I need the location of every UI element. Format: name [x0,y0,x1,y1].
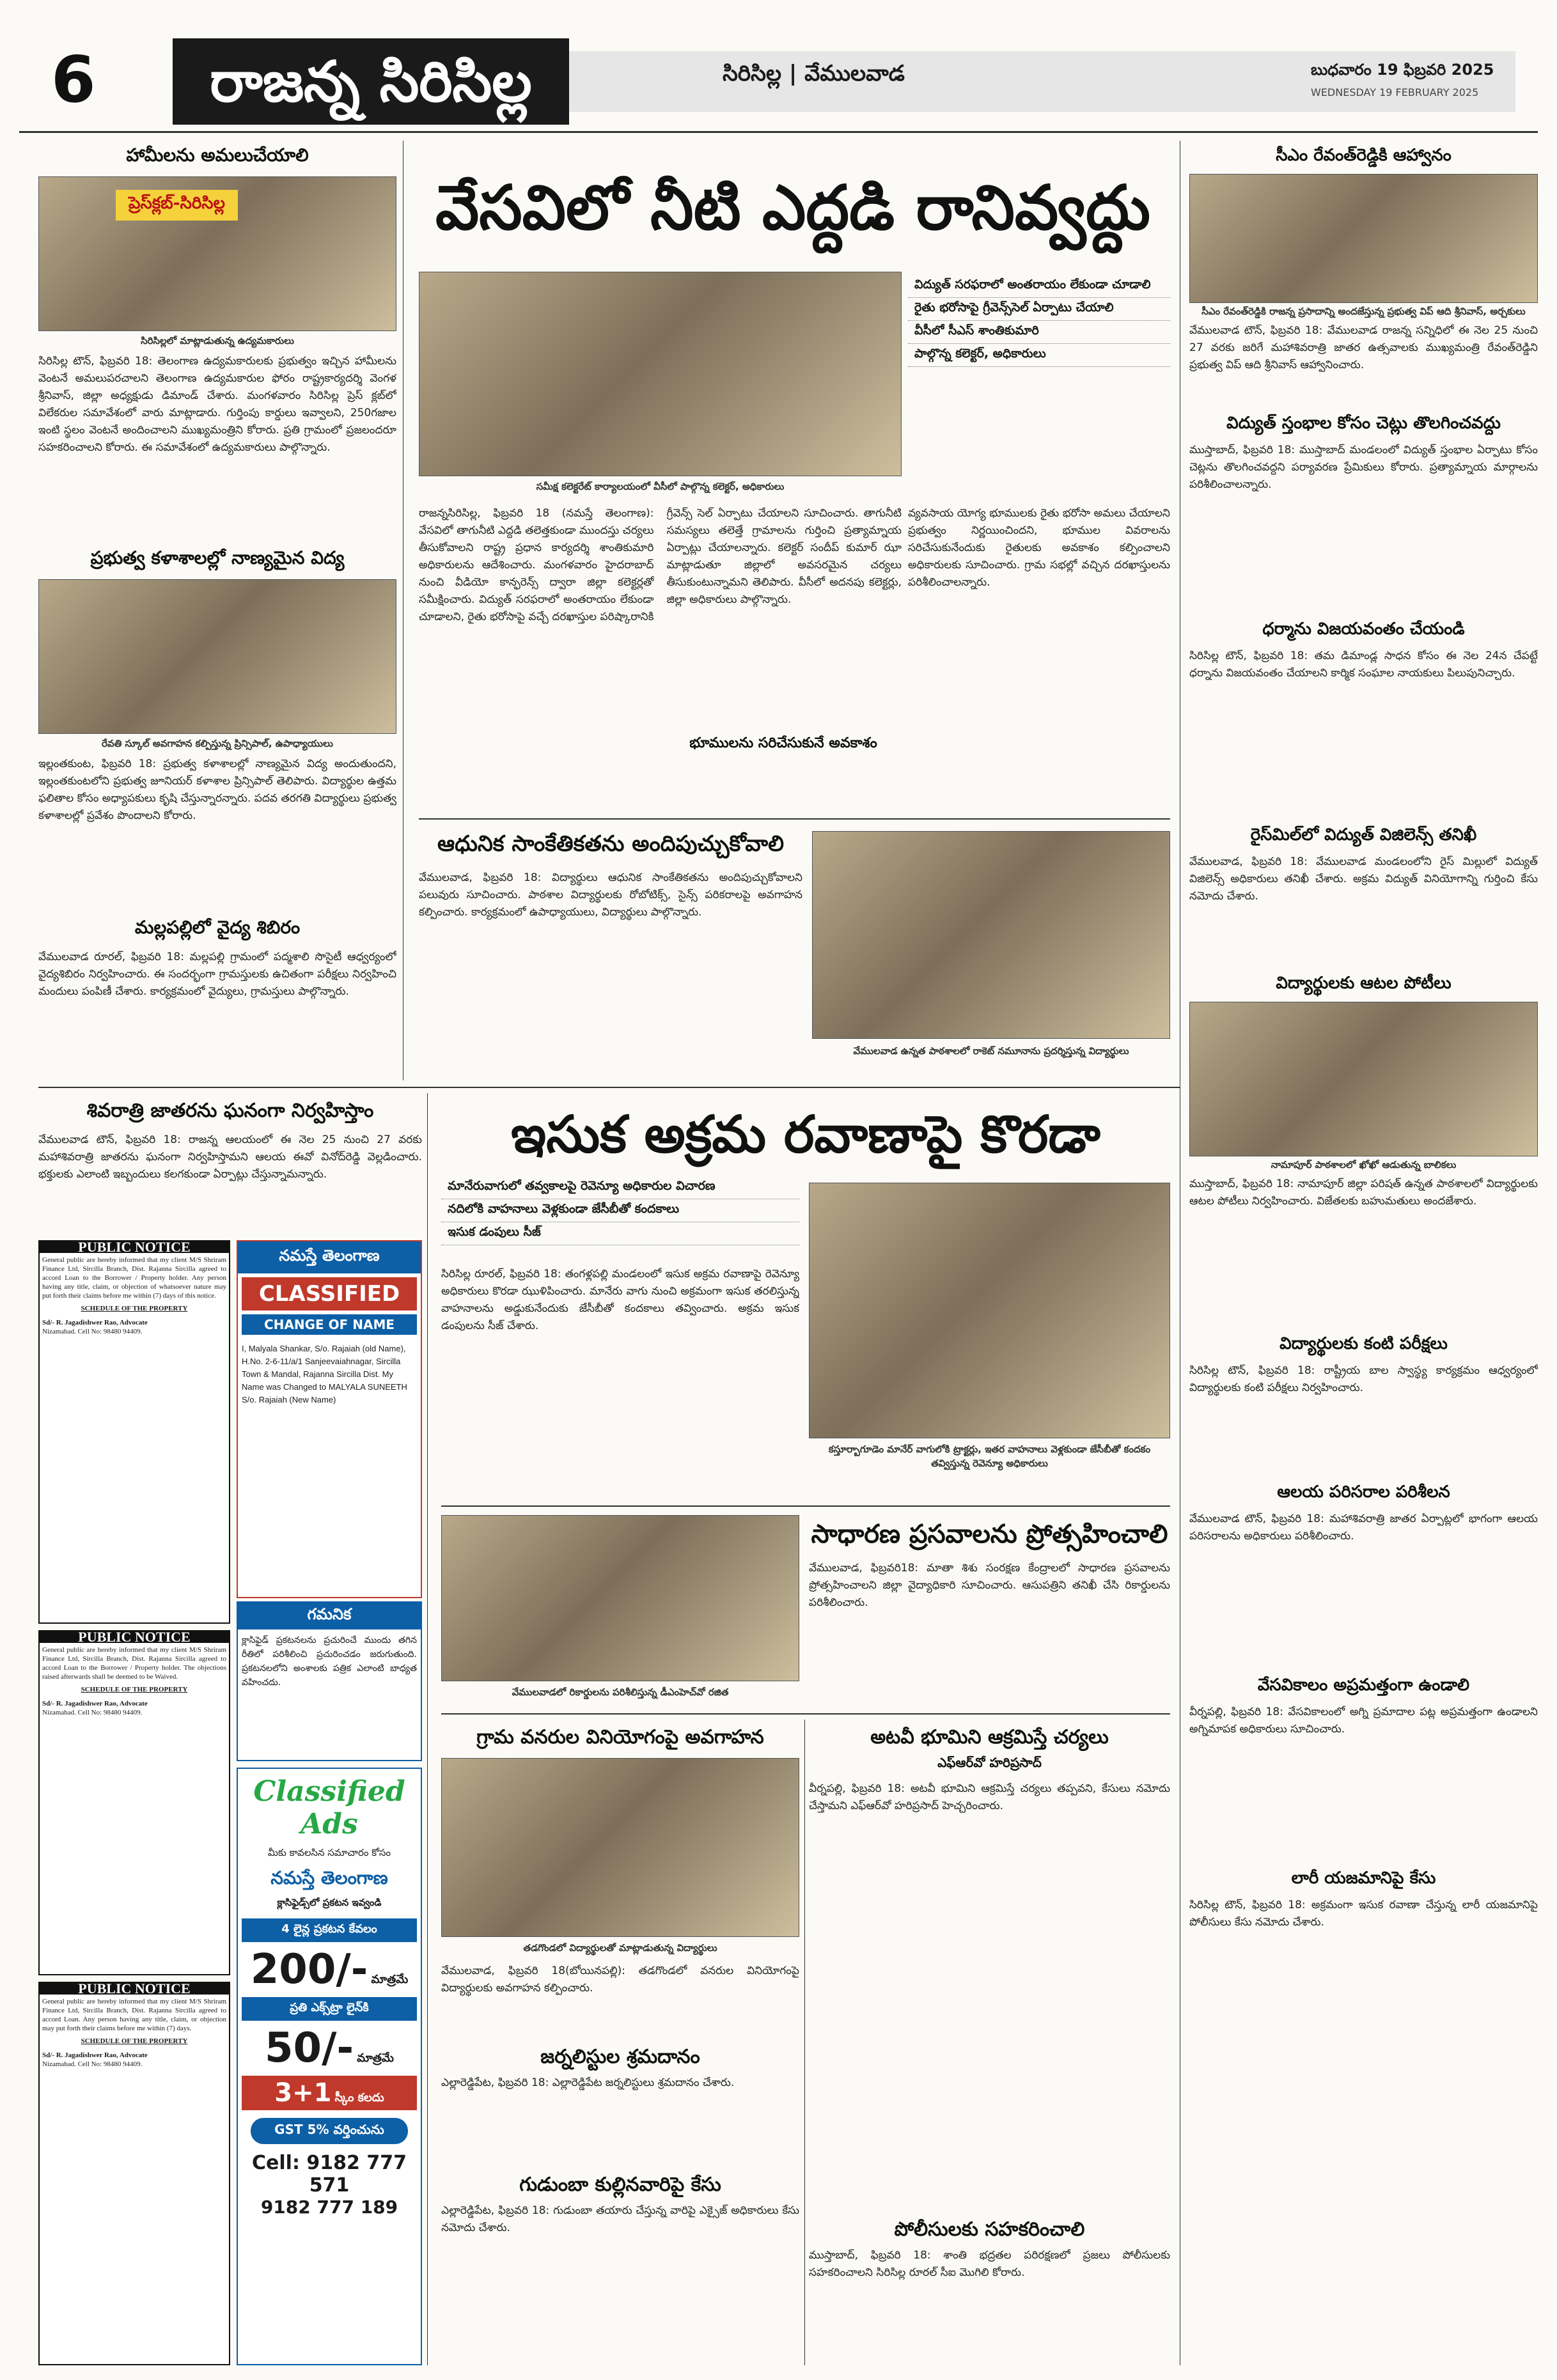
r1-caption: సీఎం రేవంత్‌రెడ్డికి రాజన్న ప్రసాదాన్ని అందజేస్తున్న ప్రభుత్వ విప్ ఆది శ్రీనివాస్, అర్చకులు [1201,306,1526,317]
s1-body: సిరిసిల్ల టౌన్, ఫిబ్రవరి 18: తెలంగాణ ఉద్యమకారులకు ప్రభుత్వం ఇచ్చిన హామీలను వెంటనే అమలుపరచాలని తెలంగాణ ఉద్యమకారుల ఫోరం రాష్ట్రకార్యదర్శి వెంగళ శ్రీనివాస్, జిల్లా అధ్యక్షుడు డిమాండ్ చేశారు. మంగళవారం సిరిసిల్ల ప్రెస్ క్లబ్‌లో విలేకరుల సమావేశంలో వారు మాట్లాడారు. గుర్తింపు కార్డులు ఇవ్వాలని, 250గజాల ఇంటి స్థలం వెంటనే అందించాలని ముఖ్యమంత్రిని కోరారు. ప్రతి గ్రామంలో ప్రజలందరూ సహకరించాలని కోరారు. ఈ సమావేశంలో ఉద్యమకారులు పాల్గొన్నారు. [38,355,396,454]
sand-bullet: ఇసుక డంపులు సీజ్ [441,1222,799,1245]
tech-photo [812,831,1170,1039]
birth-body: వేములవాడ, ఫిబ్రవరి18: మాతా శిశు సంరక్షణ కేంద్రాలలో సాధారణ ప్రసవాలను ప్రోత్సహించాలని జిల్లా వైద్యాధికారి సూచించారు. ఆసుపత్రిని తనిఖీ చేసి రికార్డులను పరిశీలించారు. [809,1562,1170,1609]
r5-photo [1189,1002,1538,1156]
main-bullet: రైతు భరోసాపై గ్రీవెన్స్‌సెల్ ఏర్పాటు చేయాలి [908,298,1170,321]
r3-headline: ధర్మాను విజయవంతం చేయండి [1262,619,1465,639]
r4-body: వేములవాడ, ఫిబ్రవరి 18: వేములవాడ మండలంలోని రైస్ మిల్లులో విద్యుత్ విజిలెన్స్ అధికారులు తనిఖీ చేశారు. అక్రమ విద్యుత్ వినియోగాన్ని గుర్తించి కేసు నమోదు చేశారు. [1189,855,1538,903]
notice-address: Nizamabad. Cell No: 98480 94409. [42,2060,143,2068]
masthead-title: రాజన్న సిరిసిల్ల [210,49,532,114]
notice-schedule-title: SCHEDULE OF THE PROPERTY [81,1686,188,1693]
masthead-date-en: WEDNESDAY 19 FEBRUARY 2025 [1311,86,1479,98]
notice-text: General public are hereby informed that my client M/S Shriram Finance Ltd, Sircilla Branch, Dist. Rajanna Sircilla agreed to accord Loan to the Borrower / Property holder. Any person having any title, claim, or objection of whatsoever nature may put forth their claims before me within (7) days of this notice. [42,1256,226,1300]
notice-text: General public are hereby informed that my client M/S Shriram Finance Ltd, Sircilla Branch, Dist. Rajanna Sircilla agreed to accord Loan. Any person having any title, claim, or objection may put forth their claims before me within (7) days. [42,1998,226,2032]
journo-body: ఎల్లారెడ్డిపేట, ఫిబ్రవరి 18: ఎల్లారెడ్డిపేట జర్నలిస్టులు శ్రమదానం చేశారు. [441,2076,735,2089]
shiva-headline: శివరాత్రి జాతరను ఘనంగా నిర్వహిస్తాం [86,1100,374,1122]
police-body: ముస్తాబాద్, ఫిబ్రవరి 18: శాంతి భద్రతల పరిరక్షణలో ప్రజలు పోలీసులకు సహకరించాలని సిరిసిల్ల రూరల్ సీఐ మొగిలి కోరారు. [809,2249,1170,2279]
main-bullets [908,275,1170,479]
tech-body: వేములవాడ, ఫిబ్రవరి 18: విద్యార్థులు ఆధునిక సాంకేతికతను అందిపుచ్చుకోవాలని పలువురు సూచించారు. పాఠశాల విద్యార్థులకు రోబోటిక్స్, సైన్స్ పరికరాలపై అవగాహన కల్పించారు. కార్యక్రమంలో ఉపాధ్యాయులు, విద్యార్థులు పాల్గొన్నారు. [419,871,802,919]
ganika-body: క్లాసిఫైడ్ ప్రకటనలను ప్రచురించే ముందు తగిన రీతిలో పరిశీలించి ప్రచురించడం జరుగుతుంది. ప్రకటనలలోని అంశాలకు పత్రిక ఎలాంటి బాధ్యత వహించదు. [242,1635,417,1688]
police-headline: పోలీసులకు సహకరించాలి [894,2218,1085,2241]
s1-banner: ప్రెస్‌క్లబ్‌-సిరిసిల్ల [116,190,238,221]
r5-body: ముస్తాబాద్, ఫిబ్రవరి 18: నామాపూర్ జిల్లా పరిషత్ ఉన్నత పాఠశాలలో విద్యార్థులకు ఆటల పోటీలు నిర్వహించారు. విజేతలకు బహుమతులు అందజేశారు. [1189,1178,1538,1208]
journo-headline: జర్నలిస్టుల శ్రమదానం [540,2046,700,2068]
s2-caption: రేవతి స్కూల్ అవగాహన కల్పిస్తున్న ప్రిన్సిపాల్, ఉపాధ్యాయులు [102,738,333,749]
cell-2: 9182 777 189 [260,2197,398,2218]
sand-bullets [441,1176,799,1245]
main-photo-caption: సమీక్ష కలెక్టరేట్ కార్యాలయంలో వీసీలో పాల్గొన్న కలెక్టర్, అధికారులు [536,481,785,492]
name-change-head: CHANGE OF NAME [242,1314,417,1335]
cads-sub: క్లాసిఫైడ్స్‌లో ప్రకటన ఇవ్వండి [277,1897,382,1908]
gst-note: GST 5% వర్తించును [251,2118,408,2144]
price2-row [238,2025,421,2072]
r4-headline: రైస్‌మిల్‌లో విద్యుత్ విజిలెన్స్ తనిఖీ [1250,825,1477,844]
shiva-body: వేములవాడ టౌన్, ఫిబ్రవరి 18: రాజన్న ఆలయంలో ఈ నెల 25 నుంచి 27 వరకు మహాశివరాత్రి జాతరను ఘనంగా నిర్వహిస్తామని ఆలయ ఈవో వినోద్‌రెడ్డి వెల్లడించారు. భక్తులకు ఎలాంటి ఇబ్బందులు కలగకుండా ఏర్పాట్లు చేస్తున్నామన్నారు. [38,1133,422,1181]
r1-photo [1189,174,1538,303]
birth-headline: సాధారణ ప్రసవాలను ప్రోత్సహించాలి [811,1520,1168,1549]
right-column [1189,141,1538,2365]
price2-suffix: మాత్రమే [357,2051,394,2065]
name-change-body: I, Malyala Shankar, S/o. Rajaiah (old Name), H.No. 2-6-11/a/1 Sanjeevaiahnagar, Sircilla Town & Mandal, Rajanna Sircilla Dist. My Name was Changed to MALYALA SUNEETH S/o. Rajaiah (New Name) [242,1344,407,1404]
r5-headline: విద్యార్థులకు ఆటల పోటీలు [1276,974,1451,993]
main-bullet: విద్యుత్ సరఫరాలో అంతరాయం లేకుండా చూడాలి [908,275,1170,298]
sand-bullet: మానేరువాగులో తవ్వకాలపై రెవెన్యూ అధికారుల విచారణ [441,1176,799,1199]
price1-label: 4 లైన్ల ప్రకటన కేవలం [281,1922,377,1936]
birth-rule [441,1505,1170,1507]
classified-brand: నమస్తే తెలంగాణ [238,1241,421,1273]
r2-body: ముస్తాబాద్, ఫిబ్రవరి 18: ముస్తాబాద్ మండలంలో విద్యుత్ స్తంభాల ఏర్పాటు కోసం చెట్లను తొలగించవద్దని పర్యావరణ ప్రేమికులు కోరారు. ప్రత్యామ్నాయ మార్గాలను పరిశీలించాలన్నారు. [1189,444,1538,491]
col-divider-4 [804,1720,805,2365]
r6-body: సిరిసిల్ల టౌన్, ఫిబ్రవరి 18: రాష్ట్రీయ బాల స్వాస్థ్య కార్యక్రమం ఆధ్వర్యంలో విద్యార్థులకు కంటి పరీక్షలు నిర్వహించారు. [1189,1364,1538,1394]
notice-address: Nizamabad. Cell No: 98480 94409. [42,1328,143,1335]
tech-headline: ఆధునిక సాంకేతికతను అందిపుచ్చుకోవాలి [437,831,785,857]
notice-title: PUBLIC NOTICE [40,1241,229,1253]
page-number: 6 [51,42,96,117]
main-bullet: పాల్గొన్న కలెక్టర్, అధికారులు [908,344,1170,367]
r9-headline: లారీ యజమానిపై కేసు [1291,1869,1436,1888]
cads-line1: Classified [253,1775,405,1808]
sand-caption: కస్తూర్బాగూడెం మానేర్ వాగులోకి ట్రాక్టర్లు, ఇతర వాహనాలు వెళ్లకుండా జేసీబీతో కందకం తవ్విస్తున్న రెవెన్యూ అధికారులు [828,1443,1151,1469]
land-body: వీర్నపల్లి, ఫిబ్రవరి 18: అటవీ భూమిని ఆక్రమిస్తే చర్యలు తప్పవని, కేసులు నమోదు చేస్తామని ఎఫ్‌ఆర్‌వో హరిప్రసాద్ హెచ్చరించారు. [809,1782,1170,1812]
col-divider-3 [427,1093,428,2365]
ganika-box [237,1601,422,1761]
s1-caption: సిరిసిల్లలో మాట్లాడుతున్న ఉద్యమకారులు [141,335,294,346]
r7-headline: ఆలయ పరిసరాల పరిశీలన [1277,1482,1450,1502]
r8-body: వీర్నపల్లి, ఫిబ్రవరి 18: వేసవికాలంలో అగ్ని ప్రమాదాల పట్ల అప్రమత్తంగా ఉండాలని అగ్నిమాపక అధికారులు సూచించారు. [1189,1706,1538,1736]
s3-headline: మల్లపల్లిలో వైద్య శిబిరం [134,917,301,938]
birth-caption: వేములవాడలో రికార్డులను పరిశీలిస్తున్న డీఎంహెచ్‌వో రజిత [512,1686,729,1698]
r9-body: సిరిసిల్ల టౌన్, ఫిబ్రవరి 18: అక్రమంగా ఇసుక రవాణా చేస్తున్న లారీ యజమానిపై పోలీసులు కేసు నమోదు చేశారు. [1189,1899,1538,1929]
notice-signature: Sd/- R. Jagadishwer Rao, Advocate [42,1319,148,1326]
r1-body: వేములవాడ టౌన్, ఫిబ్రవరి 18: వేములవాడ రాజన్న సన్నిధిలో ఈ నెల 25 నుంచి 27 వరకు జరిగే మహాశివరాత్రి జాతర ఉత్సవాలకు ముఖ్యమంత్రి రేవంత్‌రెడ్డిని ప్రభుత్వ విప్ ఆది శ్రీనివాస్ ఆహ్వానించారు. [1189,324,1538,371]
r6-headline: విద్యార్థులకు కంటి పరీక్షలు [1279,1334,1448,1353]
s3-body: వేములవాడ రూరల్, ఫిబ్రవరి 18: మల్లపల్లి గ్రామంలో పద్మశాలి సొసైటీ ఆధ్వర్యంలో వైద్యశిబిరం నిర్వహించారు. ఈ సందర్భంగా గ్రామస్తులకు ఉచితంగా పరీక్షలు నిర్వహించి మందులు పంపిణీ చేశారు. కార్యక్రమంలో వైద్యులు, గ్రామస్తులు పాల్గొన్నారు. [38,951,396,998]
main-body-2: వ్యవసాయ యోగ్య భూములకు రైతు భరోసా అమలు చేయాలని ప్రభుత్వం నిర్ణయించిందని, భూముల వివరాలను సరిచేసుకునేందుకు రైతులకు అవకాశం కల్పించాలని అధికారులకు సూచించారు. గ్రామ సభల్లో వచ్చిన దరఖాస్తులను పరిశీలించాలన్నారు. [908,507,1170,589]
cads-brand: నమస్తే తెలంగాణ [270,1867,388,1888]
ganika-head: గమనిక [238,1603,421,1629]
left-column [38,141,396,1080]
main-bullet: వీసీలో సీఎస్ శాంతికుమారి [908,321,1170,344]
classified-label: CLASSIFIED [242,1277,417,1311]
main-subhead: భూములను సరిచేసుకునే అవకాశం [665,735,902,754]
notice-schedule-title: SCHEDULE OF THE PROPERTY [81,1305,188,1312]
public-notice-3 [38,1982,230,2365]
public-notice-2 [38,1630,230,1975]
classified-promo [237,1768,422,2365]
birth-photo [441,1515,799,1681]
price2-box [242,1997,417,2021]
s1-headline: హామీలను అమలుచేయాలి [126,144,309,166]
forest-headline: గ్రామ వనరుల వినియోగంపై అవగాహన [476,1726,764,1748]
sand-bullet: నదిలోకి వాహనాలు వెళ్లకుండా జేసీబీతో కందకాలు [441,1199,799,1222]
lower-rule [38,1087,1180,1088]
main-body-1: రాజన్నసిరిసిల్ల, ఫిబ్రవరి 18 (నమస్తే తెలంగాణ): వేసవిలో తాగునీటి ఎద్దడి తలెత్తకుండా ముందస్తు చర్యలు తీసుకోవాలని రాష్ట్ర ప్రధాన కార్యదర్శి శాంతికుమారి అధికారులను ఆదేశించారు. మంగళవారం హైదరాబాద్ నుంచి వీడియో కాన్ఫరెన్స్ ద్వారా జిల్లా కలెక్టర్లతో సమీక్షించారు. విద్యుత్ సరఫరాలో అంతరాయం లేకుండా చూడాలని, రైతు భరోసాపై వచ్చే దరఖాస్తుల పరిష్కారానికి గ్రీవెన్స్ సెల్ ఏర్పాటు చేయాలని సూచించారు. తాగునీటి సమస్యలు తలెత్తే గ్రామాలను గుర్తించి ప్రత్యామ్నాయ ఏర్పాట్లు చేయాలన్నారు. కలెక్టర్ సందీప్ కుమార్ ఝా మాట్లాడుతూ జిల్లాలో అవసరమైన చర్యలు తీసుకుంటున్నామని తెలిపారు. వీసీలో అదనపు కలెక్టర్లు, జిల్లా అధికారులు పాల్గొన్నారు. [419,507,902,623]
r5-caption: నామాపూర్ పాఠశాలలో ఖోఖో ఆడుతున్న బాలికలు [1271,1159,1457,1171]
offer-suffix: స్కీం కలదు [334,2091,384,2104]
tech-caption: వేములవాడ ఉన్నత పాఠశాలలో రాకెట్ నమూనాను ప్రదర్శిస్తున్న విద్యార్థులు [853,1045,1129,1057]
forest-rule [441,1713,1170,1715]
notice-text: General public are hereby informed that my client M/S Shriram Finance Ltd, Sircilla Branch, Dist. Rajanna Sircilla agreed to accord Loan to the Borrower / Property holder. The objections raised afterwards shall be deemed to be Waived. [42,1646,226,1681]
r1-headline: సీఎం రేవంత్‌రెడ్డికి ఆహ్వానం [1276,146,1451,165]
classified-ad [237,1240,422,1598]
public-notice-1 [38,1240,230,1624]
offer-row [242,2076,417,2110]
r7-body: వేములవాడ టౌన్, ఫిబ్రవరి 18: మహాశివరాత్రి జాతర ఏర్పాట్లలో భాగంగా ఆలయ పరిసరాలను అధికారులు పరిశీలించారు. [1189,1513,1538,1543]
notice-signature: Sd/- R. Jagadishwer Rao, Advocate [42,2051,148,2059]
sand-headline: ఇసుక అక్రమ రవాణాపై కొరడా [511,1105,1100,1164]
price2-label: ప్రతి ఎక్స్‌ట్రా లైన్‌కి [290,2001,369,2014]
sand-photo [809,1183,1170,1438]
r3-body: సిరిసిల్ల టౌన్, ఫిబ్రవరి 18: తమ డిమాండ్ల సాధన కోసం ఈ నెల 24న చేపట్టే ధర్నాను విజయవంతం చేయాలని కార్మిక సంఘాల నాయకులు పిలుపునిచ్చారు. [1189,649,1538,680]
price1-box [242,1918,417,1942]
notice-title: PUBLIC NOTICE [40,1983,229,1995]
s1-photo [38,176,396,331]
notice-schedule-title: SCHEDULE OF THE PROPERTY [81,2037,188,2045]
price1-row [238,1946,421,1993]
price2-amount: 50/- [265,2025,354,2072]
forest-caption: తడగొండలో విద్యార్థులతో మాట్లాడుతున్న విద్యార్థులు [523,1942,717,1954]
notice-title: PUBLIC NOTICE [40,1631,229,1643]
cell-1: Cell: 9182 777 571 [252,2152,407,2197]
land-subhead: ఎఫ్‌ఆర్‌వో హరిప్రసాద్ [937,1755,1042,1770]
s2-photo [38,579,396,734]
cads-line2: Ads [301,1808,358,1840]
masthead-rule [19,131,1538,133]
s2-headline: ప్రభుత్వ కళాశాలల్లో నాణ్యమైన విద్య [90,547,345,568]
masthead-date-te: బుధవారం 19 ఫిబ్రవరి 2025 [1311,61,1494,79]
notice-signature: Sd/- R. Jagadishwer Rao, Advocate [42,1700,148,1707]
masthead-title-box [173,38,569,125]
masthead [0,0,1557,128]
main-photo [419,272,902,476]
offer-amount: 3+1 [274,2078,332,2108]
forest-photo [441,1758,799,1937]
gudumba-body: ఎల్లారెడ్డిపేట, ఫిబ్రవరి 18: గుడుంబా తయారు చేస్తున్న వారిపై ఎక్సైజ్ అధికారులు కేసు నమోదు చేశారు. [441,2204,799,2234]
tech-rule [419,818,1170,820]
r8-headline: వేసవికాలం అప్రమత్తంగా ఉండాలి [1257,1676,1470,1695]
r2-headline: విద్యుత్ స్తంభాల కోసం చెట్లు తొలగించవద్దు [1226,414,1501,433]
notice-address: Nizamabad. Cell No: 98480 94409. [42,1709,143,1716]
price1-amount: 200/- [250,1946,368,1993]
main-headline: వేసవిలో నీటి ఎద్దడి రానివ్వద్దు [435,172,1151,244]
s2-body: ఇల్లంతకుంట, ఫిబ్రవరి 18: ప్రభుత్వ కళాశాలల్లో నాణ్యమైన విద్య అందుతుందని, ఇల్లంతకుంటలోని ప్రభుత్వ జూనియర్ కళాశాల ప్రిన్సిపాల్ తెలిపారు. విద్యార్థుల ఉత్తమ ఫలితాల కోసం అధ్యాపకులు కృషి చేస్తున్నారన్నారు. పదవ తరగతి విద్యార్థులు ప్రభుత్వ కళాశాలల్లో ప్రవేశం పొందాలని కోరారు. [38,758,396,822]
price1-suffix: మాత్రమే [371,1973,409,1986]
cads-tag: మీకు కావలసిన సమాచారం కోసం [267,1847,391,1858]
masthead-location: సిరిసిల్ల | వేములవాడ [723,61,905,86]
forest-body: వేములవాడ, ఫిబ్రవరి 18(బోయినపల్లి): తడగొండలో వనరుల వినియోగంపై విద్యార్థులకు అవగాహన కల్పించారు. [441,1964,799,1995]
sand-body: సిరిసిల్ల రూరల్, ఫిబ్రవరి 18: తంగళ్లపల్లి మండలంలో ఇసుక అక్రమ రవాణాపై రెవెన్యూ అధికారులు కొరడా ఝుళిపించారు. మానేరు వాగు నుంచి అక్రమంగా ఇసుక తరలిస్తున్న వాహనాలను అడ్డుకునేందుకు జేసీబీతో కందకాలు తవ్వించారు. అక్రమ ఇసుక డంపులను సీజ్ చేశారు. [441,1268,799,1332]
gudumba-headline: గుడుంబా కుల్లినవారిపై కేసు [519,2174,721,2196]
land-headline: అటవీ భూమిని ఆక్రమిస్తే చర్యలు [870,1726,1109,1748]
